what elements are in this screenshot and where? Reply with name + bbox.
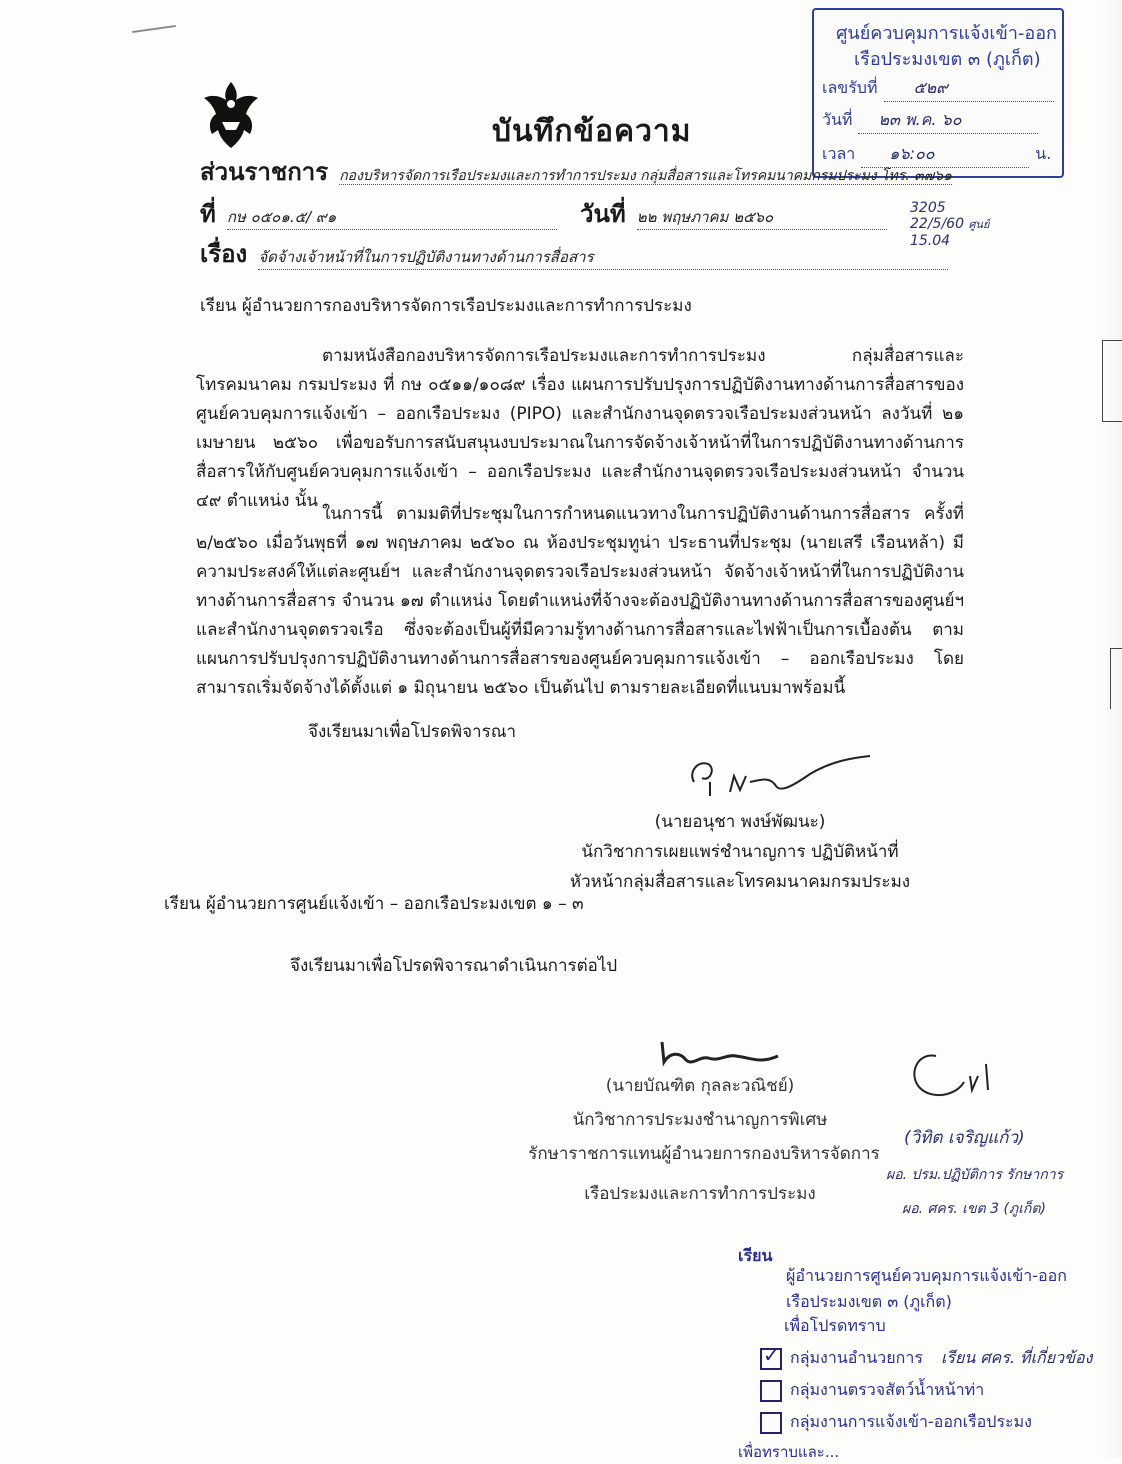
subject-row [200, 234, 948, 273]
margin-note [910, 200, 989, 249]
ref-label: ที่ [200, 200, 216, 228]
garuda-emblem-icon [200, 78, 262, 150]
signature-2 [656, 1034, 786, 1068]
routing-to-value: ผู้อำนวยการศูนย์ควบคุมการแจ้งเข้า-ออก [786, 1266, 1067, 1285]
routing-to-value-2: เรือประมงเขต ๓ (ภูเก็ต) [786, 1292, 952, 1311]
stamp-recv-label: เลขรับที่ [822, 78, 878, 97]
routing-item-1-label: กลุ่มงานตรวจสัตว์น้ำหน้าท่า [790, 1380, 985, 1399]
stamp-time-unit: น. [1035, 144, 1052, 163]
routing-checkbox-1[interactable] [760, 1380, 782, 1402]
closing-line: จึงเรียนมาเพื่อโปรดพิจารณา [308, 722, 517, 742]
margin-note-date: 22/5/60 [910, 216, 964, 232]
routing-checkbox-0[interactable] [760, 1348, 782, 1370]
routing-checkbox-2[interactable] [760, 1412, 782, 1434]
subject-value: จัดจ้างเจ้าหน้าที่ในการปฏิบัติงานทางด้านการสื่อสาร [258, 245, 948, 270]
routing-item-0-label: กลุ่มงานอำนวยการ [790, 1348, 923, 1367]
to-line-2: เรียน ผู้อำนวยการศูนย์แจ้งเข้า – ออกเรือประมงเขต ๑ – ๓ [164, 894, 584, 914]
scan-shadow [1100, 0, 1122, 1458]
date-value: ๒๒ พฤษภาคม ๒๕๖๐ [637, 205, 887, 230]
stamp-line2: เรือประมงเขต ๓ (ภูเก็ต) [854, 49, 1041, 70]
signer1-position2: หัวหน้ากลุ่มสื่อสารและโทรคมนาคมกรมประมง [569, 872, 911, 892]
routing-item-0-note: เรียน ศคร. ที่เกี่ยวข้อง [940, 1348, 1093, 1367]
routing-item-2 [760, 1410, 1032, 1435]
margin-note-number: 3205 [910, 200, 946, 216]
stamp-line1: ศูนย์ควบคุมการแจ้งเข้า-ออก [836, 23, 1057, 44]
adjacent-page-edge-2 [1110, 648, 1122, 709]
routing-purpose: เพื่อโปรดทราบ [784, 1316, 886, 1335]
date-label: วันที่ [580, 200, 626, 228]
signature-1 [680, 752, 880, 804]
closing-line-2: จึงเรียนมาเพื่อโปรดพิจารณาดำเนินการต่อไป [290, 956, 618, 976]
annotation-line2: ผอ. ปรม.ปฏิบัติการ รักษาการ [886, 1167, 1064, 1183]
adjacent-page-edge [1102, 340, 1122, 422]
document-title: บันทึกข้อความ [492, 114, 692, 149]
signature-3 [906, 1046, 1016, 1106]
ref-value: กษ ๐๕๐๑.๕/ ๙๑ [227, 205, 557, 230]
annotation-line3: ผอ. ศคร. เขต 3 (ภูเก็ต) [902, 1201, 1046, 1217]
margin-note-time: 15.04 [910, 233, 951, 249]
subject-label: เรื่อง [200, 240, 248, 268]
date-row [580, 194, 887, 233]
stamp-date-value: ๒๓ พ.ค. ๖๐ [858, 108, 1038, 134]
signer2-position1: นักวิชาการประมงชำนาญการพิเศษ [572, 1110, 828, 1130]
signer1-position1: นักวิชาการเผยแพร่ชำนาญการ ปฏิบัติหน้าที่ [581, 842, 899, 862]
routing-item-2-label: กลุ่มงานการแจ้งเข้า-ออกเรือประมง [790, 1412, 1032, 1431]
signer2-name: (นายบัณฑิต กุลละวณิชย์) [605, 1076, 795, 1096]
scan-mark [132, 25, 176, 33]
signer2-position2: รักษาราชการแทนผู้อำนวยการกองบริหารจัดการ [528, 1144, 880, 1164]
signer1-name: (นายอนุชา พงษ์พัฒนะ) [654, 812, 826, 832]
routing-to-label: เรียน [738, 1246, 773, 1265]
stamp-time-label: เวลา [822, 144, 856, 163]
signer2-position3: เรือประมงและการทำการประมง [584, 1184, 816, 1204]
margin-note-word: ศูนย์ [968, 218, 990, 231]
annotation-name: (วิทิต เจริญแก้ว) [904, 1128, 1025, 1148]
paragraph-1: ตามหนังสือกองบริหารจัดการเรือประมงและการทำการประมง กลุ่มสื่อสารและโทรคมนาคม กรมประมง ที่ กษ ๐๕๑๑/๑๐๘๙ เรื่อง แผนการปรับปรุงการปฏิบัติงานทางด้านการสื่อสารของศูนย์ควบคุมการแจ้งเข้า – ออกเรือประมง (PIPO) และสำนักงานจุดตรวจเรือประมงส่วนหน้า ลงวันที่ ๒๑ เมษายน ๒๕๖๐ เพื่อขอรับการสนับสนุนงบประมาณในการจัดจ้างเจ้าหน้าที่ในการปฏิบัติงานทางด้านการสื่อสารให้กับศูนย์ควบคุมการแจ้งเข้า – ออกเรือประมง และสำนักงานจุดตรวจเรือประมงส่วนหน้า จำนวน ๔๙ ตำแหน่ง นั้น [196, 346, 964, 511]
agency-label: ส่วนราชการ [200, 158, 329, 186]
stamp-recv-value: ๕๒๙ [884, 76, 1054, 102]
ref-row [200, 194, 557, 233]
agency-value: กองบริหารจัดการเรือประมงและการทำการประมง กลุ่มสื่อสารและโทรคมนาคมกรมประมง โทร. ๓๗๖๑ [339, 168, 953, 184]
stamp-time-value: ๑๖:๐๐ [861, 142, 1029, 168]
routing-item-1 [760, 1378, 984, 1403]
stamp-date-label: วันที่ [822, 110, 853, 129]
routing-item-0 [760, 1346, 1092, 1371]
to-line: เรียน ผู้อำนวยการกองบริหารจัดการเรือประมงและการทำการประมง [200, 296, 692, 316]
routing-cut-line: เพื่อทราบและ... [738, 1443, 840, 1461]
paragraph-2: ในการนี้ ตามมติที่ประชุมในการกำหนดแนวทางในการปฏิบัติงานด้านการสื่อสาร ครั้งที่ ๒/๒๕๖๐ เมื่อวันพุธที่ ๑๗ พฤษภาคม ๒๕๖๐ ณ ห้องประชุมทูน่า ประธานที่ประชุม (นายเสรี เรือนหล้า) มีความประสงค์ให้แต่ละศูนย์ฯ และสำนักงานจุดตรวจเรือประมงส่วนหน้า จัดจ้างเจ้าหน้าที่ในการปฏิบัติงานทางด้านการสื่อสาร จำนวน ๑๗ ตำแหน่ง โดยตำแหน่งที่จ้างจะต้องปฏิบัติงานทางด้านการสื่อสารของศูนย์ฯ และสำนักงานจุดตรวจเรือ ซึ่งจะต้องเป็นผู้ที่มีความรู้ทางด้านการสื่อสารและไฟฟ้าเป็นการเบื้องต้น ตามแผนการปรับปรุงการปฏิบัติงานทางด้านการสื่อสารของศูนย์ควบคุมการแจ้งเข้า – ออกเรือประมง โดยสามารถเริ่มจัดจ้างได้ตั้งแต่ ๑ มิถุนายน ๒๕๖๐ เป็นต้นไป ตามรายละเอียดที่แนบมาพร้อมนี้ [196, 504, 964, 698]
agency-row [200, 152, 980, 191]
